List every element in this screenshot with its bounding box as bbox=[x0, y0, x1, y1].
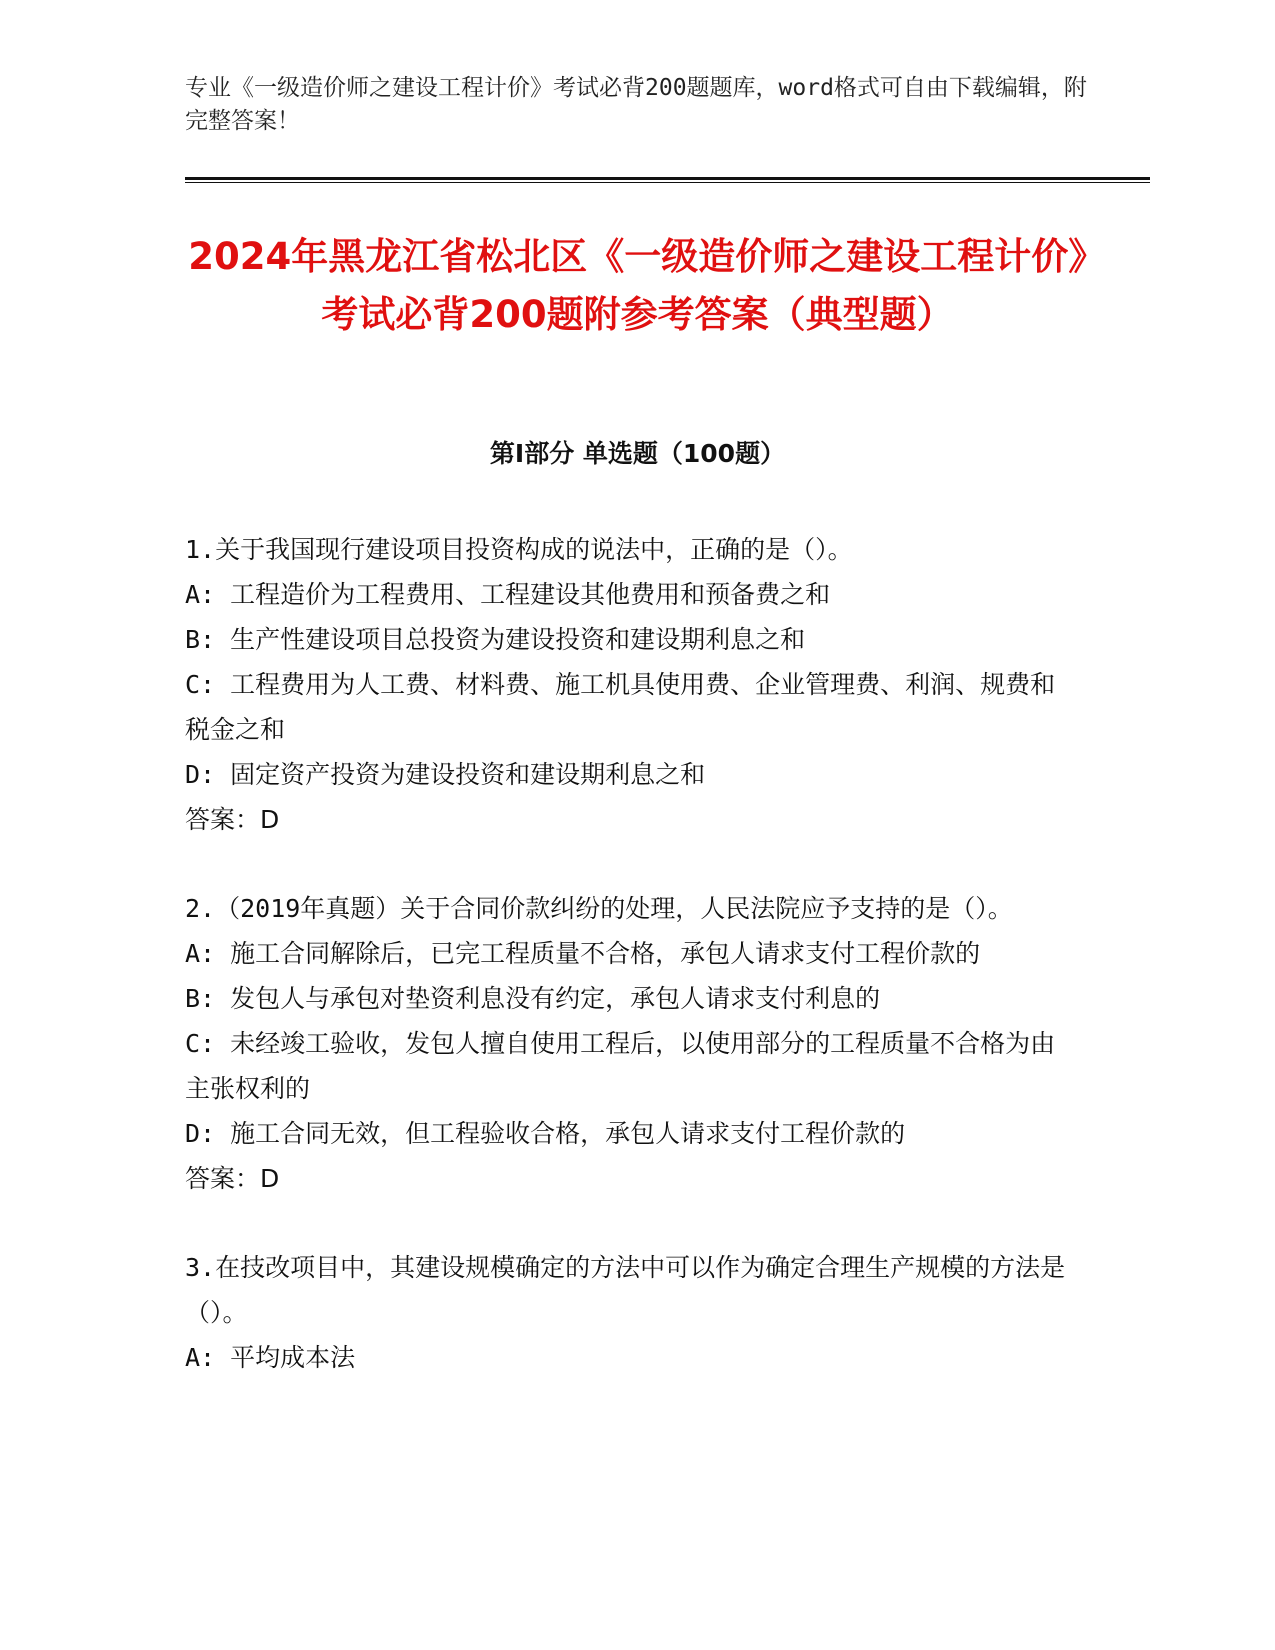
answer-line: 答案：D bbox=[185, 805, 280, 834]
option-d: D: 固定资产投资为建设投资和建设期利息之和 bbox=[185, 760, 706, 789]
question-list bbox=[185, 527, 1075, 1424]
option-c: C: 未经竣工验收，发包人擅自使用工程后，以使用部分的工程质量不合格为由主张权利的 bbox=[185, 1029, 1056, 1103]
question-stem: 3.在技改项目中，其建设规模确定的方法中可以作为确定合理生产规模的方法是（）。 bbox=[185, 1253, 1066, 1327]
section-heading: 第I部分 单选题（100题） bbox=[489, 439, 786, 468]
question-3 bbox=[185, 1245, 1075, 1380]
answer-line: 答案：D bbox=[185, 1164, 280, 1193]
option-a: A: 平均成本法 bbox=[185, 1343, 356, 1372]
header-divider-thick bbox=[185, 177, 1150, 180]
option-a: A: 施工合同解除后，已完工程质量不合格，承包人请求支付工程价款的 bbox=[185, 939, 981, 968]
question-stem: 1.关于我国现行建设项目投资构成的说法中，正确的是（）。 bbox=[185, 535, 853, 564]
question-1 bbox=[185, 527, 1075, 842]
header-divider-thin bbox=[185, 182, 1150, 183]
question-2 bbox=[185, 886, 1075, 1201]
option-a: A: 工程造价为工程费用、工程建设其他费用和预备费之和 bbox=[185, 580, 831, 609]
document-title: 2024年黑龙江省松北区《一级造价师之建设工程计价》考试必背200题附参考答案（典型题） bbox=[188, 235, 1087, 336]
header-note: 专业《一级造价师之建设工程计价》考试必背200题题库，word格式可自由下载编辑，附完整答案！ bbox=[185, 75, 1087, 134]
option-b: B: 发包人与承包对垫资利息没有约定，承包人请求支付利息的 bbox=[185, 984, 881, 1013]
option-b: B: 生产性建设项目总投资为建设投资和建设期利息之和 bbox=[185, 625, 806, 654]
option-c: C: 工程费用为人工费、材料费、施工机具使用费、企业管理费、利润、规费和税金之和 bbox=[185, 670, 1056, 744]
question-stem: 2.（2019年真题）关于合同价款纠纷的处理，人民法院应予支持的是（）。 bbox=[185, 894, 1013, 923]
option-d: D: 施工合同无效，但工程验收合格，承包人请求支付工程价款的 bbox=[185, 1119, 906, 1148]
